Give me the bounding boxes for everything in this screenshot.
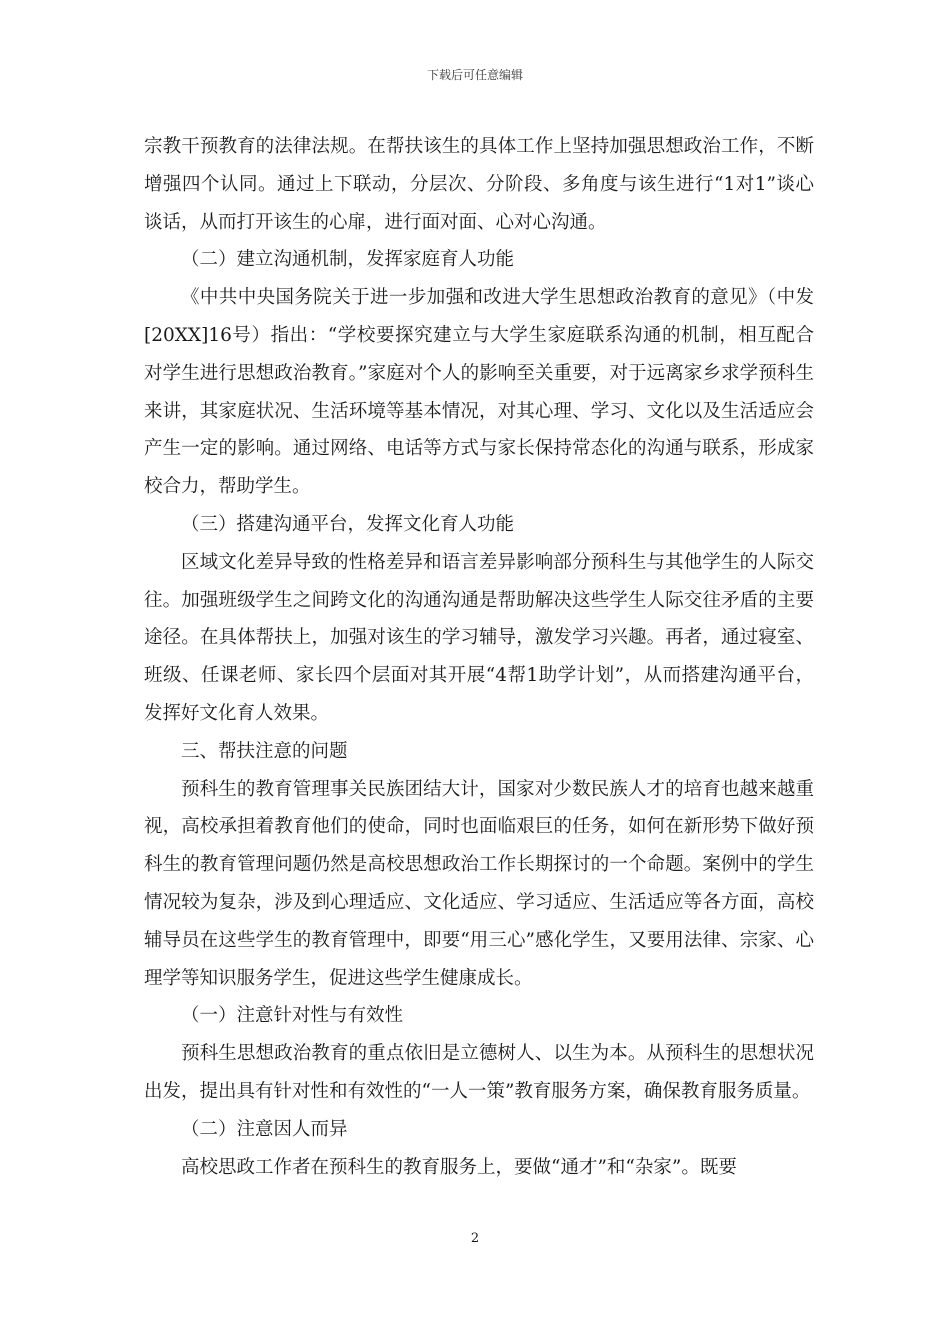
paragraph-management-issues: 预科生的教育管理事关民族团结大计，国家对少数民族人才的培育也越来越重视，高校承担着教育他们的使命，同时也面临艰巨的任务，如何在新形势下做好预科生的教育管理问题仍然是高校思想政治工作长期探讨的一个命题。案例中的学生情况较为复杂，涉及到心理适应、文化适应、学习适应、生活适应等各方面，高校辅导员在这些学生的教育管理中，即要“用三心”感化学生，又要用法律、宗家、心理学等知识服务学生，促进这些学生健康成长。 xyxy=(144,778,814,989)
paragraph-targeted-effective: 预科生思想政治教育的重点依旧是立德树人、以生为本。从预科生的思想状况出发，提出具有针对性和有效性的“一人一策”教育服务方案，确保教育服务质量。 xyxy=(144,1043,814,1102)
document-body xyxy=(144,128,814,1186)
paragraph-cultural-education: 区域文化差异导致的性格差异和语言差异影响部分预科生与其他学生的人际交往。加强班级学生之间跨文化的沟通沟通是帮助解决这些学生人际交往矛盾的主要途径。在具体帮扶上，加强对该生的学习辅导，激发学习兴趣。再者，通过寝室、班级、任课老师、家长四个层面对其开展“4帮1助学计划”，从而搭建沟通平台，发挥好文化育人效果。 xyxy=(144,551,814,724)
section-heading-communication-mechanism: （二）建立沟通机制，发挥家庭育人功能 xyxy=(181,249,515,271)
section-heading-individual: （二）注意因人而异 xyxy=(181,1118,348,1140)
page-number: 2 xyxy=(470,1231,480,1246)
paragraph-continuation: 宗教干预教育的法律法规。在帮扶该生的具体工作上坚持加强思想政治工作，不断增强四个认同。通过上下联动，分层次、分阶段、多角度与该生进行“1对1”谈心谈话，从而打开该生的心扉，进行面对面、心对心沟通。 xyxy=(144,136,814,233)
section-heading-targeted-effective: （一）注意针对性与有效性 xyxy=(181,1005,404,1027)
paragraph-individual: 高校思政工作者在预科生的教育服务上，要做“通才”和“杂家”。既要 xyxy=(181,1156,737,1178)
paragraph-family-education: 《中共中央国务院关于进一步加强和改进大学生思想政治教育的意见》（中发[20XX]16号）指出：“学校要探究建立与大学生家庭联系沟通的机制，相互配合对学生进行思想政治教育。”家庭对个人的影响至关重要，对于远离家乡求学预科生来讲，其家庭状况、生活环境等基本情况，对其心理、学习、文化以及生活适应会产生一定的影响。通过网络、电话等方式与家长保持常态化的沟通与联系，形成家校合力，帮助学生。 xyxy=(144,287,814,498)
section-heading-issues: 三、帮扶注意的问题 xyxy=(181,740,348,762)
page-header: 下载后可任意编辑 xyxy=(426,68,523,82)
section-heading-communication-platform: （三）搭建沟通平台，发挥文化育人功能 xyxy=(181,513,515,535)
